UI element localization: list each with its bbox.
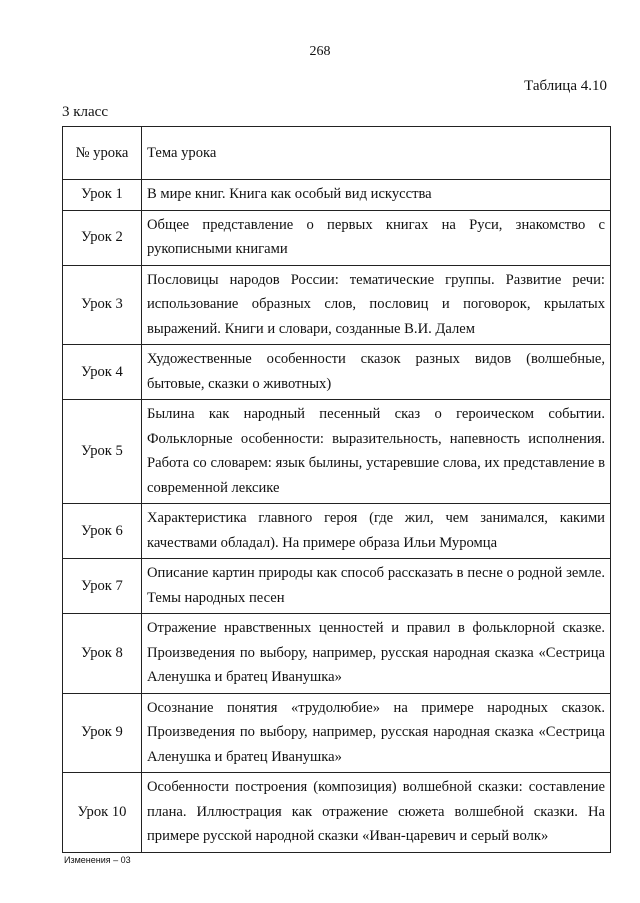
table-row bbox=[63, 614, 611, 694]
lesson-number-cell: Урок 4 bbox=[63, 345, 142, 400]
page-number: 268 bbox=[309, 44, 331, 59]
lesson-topic-cell: В мире книг. Книга как особый вид искусства bbox=[142, 180, 611, 211]
header-lesson-number: № урока bbox=[63, 127, 142, 180]
lesson-number-cell: Урок 3 bbox=[63, 265, 142, 345]
lesson-topic-cell: Былина как народный песенный сказ о героическом событии. Фольклорные особенности: выразительность, напевность исполнения. Работа со словарем: язык былины, устаревшие слова, их представление в современной лексике bbox=[142, 400, 611, 504]
lesson-topic-cell: Характеристика главного героя (где жил, чем занимался, какими качествами обладал). На примере образа Ильи Муромца bbox=[142, 504, 611, 559]
table-row bbox=[63, 559, 611, 614]
lesson-topic-cell: Пословицы народов России: тематические группы. Развитие речи: использование образных слов, пословиц и поговорок, крылатых выражений. Книги и словари, созданные В.И. Далем bbox=[142, 265, 611, 345]
lesson-topic-cell: Общее представление о первых книгах на Руси, знакомство с рукописными книгами bbox=[142, 210, 611, 265]
lesson-number-cell: Урок 6 bbox=[63, 504, 142, 559]
table-row bbox=[63, 345, 611, 400]
table-row bbox=[63, 400, 611, 504]
lesson-topic-cell: Художественные особенности сказок разных видов (волшебные, бытовые, сказки о животных) bbox=[142, 345, 611, 400]
lesson-number-cell: Урок 1 bbox=[63, 180, 142, 211]
lesson-topic-cell: Отражение нравственных ценностей и правил в фольклорной сказке. Произведения по выбору, например, русская народная сказка «Сестрица Аленушка и братец Иванушка» bbox=[142, 614, 611, 694]
table-caption: Таблица 4.10 bbox=[524, 78, 607, 94]
grade-label: 3 класс bbox=[62, 104, 108, 120]
table-header-row bbox=[63, 127, 611, 180]
lesson-number-cell: Урок 10 bbox=[63, 773, 142, 853]
lesson-number-cell: Урок 9 bbox=[63, 693, 142, 773]
lesson-number-cell: Урок 8 bbox=[63, 614, 142, 694]
lesson-number-cell: Урок 2 bbox=[63, 210, 142, 265]
table-row bbox=[63, 773, 611, 853]
table-row bbox=[63, 180, 611, 211]
footer-revision-note: Изменения – 03 bbox=[64, 855, 131, 865]
table-row bbox=[63, 265, 611, 345]
table-row bbox=[63, 504, 611, 559]
table-row bbox=[63, 210, 611, 265]
lesson-topic-cell: Особенности построения (композиция) волшебной сказки: составление плана. Иллюстрация как отражение сюжета волшебной сказки. На примере русской народной сказки «Иван-царевич и серый волк» bbox=[142, 773, 611, 853]
lesson-number-cell: Урок 7 bbox=[63, 559, 142, 614]
lesson-topic-cell: Описание картин природы как способ рассказать в песне о родной земле. Темы народных песен bbox=[142, 559, 611, 614]
header-topic: Тема урока bbox=[142, 127, 611, 180]
table-row bbox=[63, 693, 611, 773]
lesson-number-cell: Урок 5 bbox=[63, 400, 142, 504]
lessons-table bbox=[62, 126, 611, 853]
lesson-topic-cell: Осознание понятия «трудолюбие» на примере народных сказок. Произведения по выбору, например, русская народная сказка «Сестрица Аленушка и братец Иванушка» bbox=[142, 693, 611, 773]
